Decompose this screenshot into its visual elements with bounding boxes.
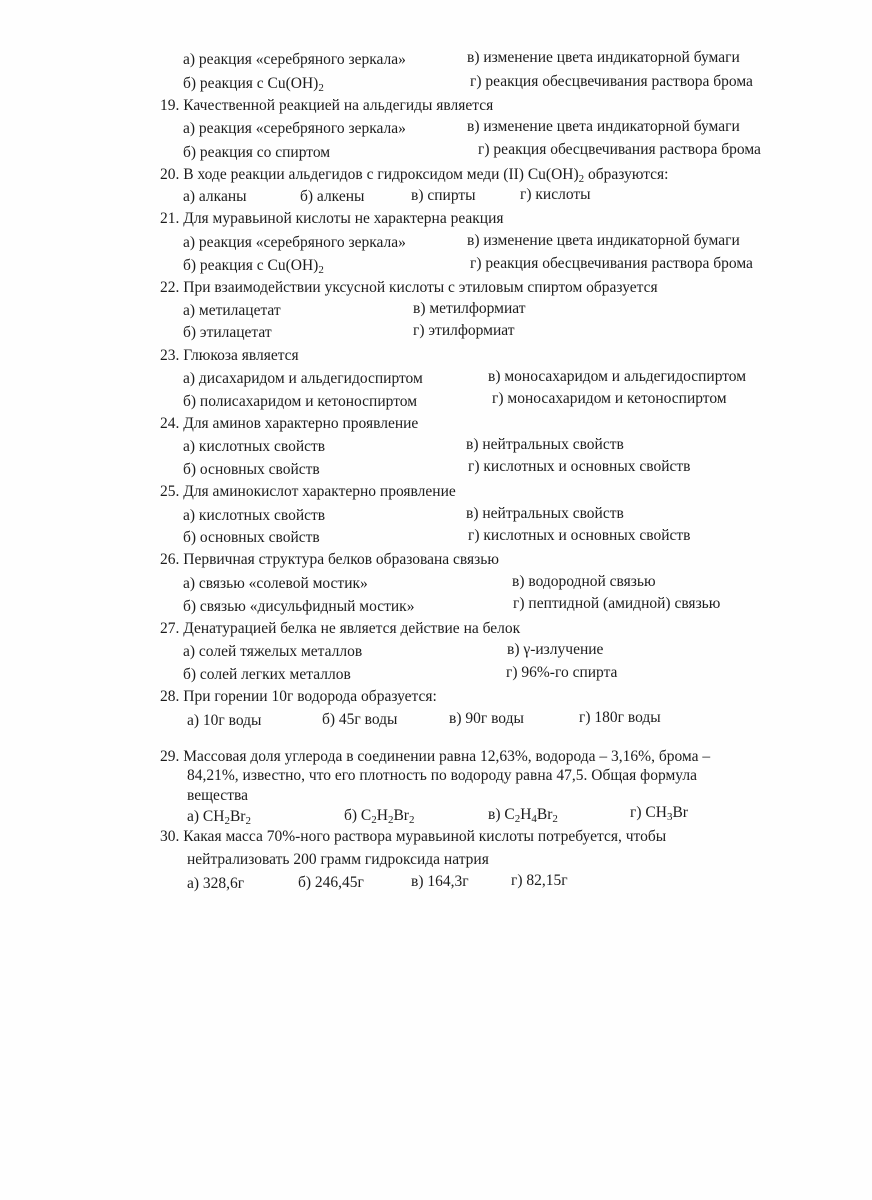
q27-option-g: г) 96%-го спирта <box>506 664 618 681</box>
question-29-line-3: вещества <box>187 787 248 804</box>
question-26: 26. Первичная структура белков образована связью <box>160 551 499 568</box>
prev-option-g: г) реакция обесцвечивания раствора брома <box>470 73 753 90</box>
q24-option-a: а) кислотных свойств <box>183 438 326 455</box>
q19-option-b: б) реакция со спиртом <box>183 144 331 161</box>
q28-option-b: б) 45г воды <box>322 711 398 728</box>
question-23: 23. Глюкоза является <box>160 347 299 364</box>
question-22: 22. При взаимодействии уксусной кислоты с этиловым спиртом образуется <box>160 279 658 296</box>
q22-option-v: в) метилформиат <box>413 300 526 317</box>
q25-option-b: б) основных свойств <box>183 529 320 546</box>
q24-option-b: б) основных свойств <box>183 461 320 478</box>
prev-option-a: а) реакция «серебряного зеркала» <box>183 51 406 68</box>
q20-option-a: а) алканы <box>183 188 247 205</box>
q28-option-v: в) 90г воды <box>449 710 524 727</box>
question-19: 19. Качественной реакцией на альдегиды является <box>160 97 494 114</box>
q28-option-a: а) 10г воды <box>187 712 262 729</box>
q30-option-a: а) 328,6г <box>187 875 245 892</box>
q26-option-g: г) пептидной (амидной) связью <box>513 595 721 612</box>
q19-option-a: а) реакция «серебряного зеркала» <box>183 120 406 137</box>
q22-option-b: б) этилацетат <box>183 324 272 341</box>
q25-option-g: г) кислотных и основных свойств <box>468 527 691 544</box>
q25-option-a: а) кислотных свойств <box>183 507 326 524</box>
q26-option-v: в) водородной связью <box>512 573 656 590</box>
q21-option-a: а) реакция «серебряного зеркала» <box>183 234 406 251</box>
prev-option-b: б) реакция с $Cu(OH)_2$ <box>183 75 324 94</box>
q22-option-a: а) метилацетат <box>183 302 281 319</box>
q27-option-b: б) солей легких металлов <box>183 666 351 683</box>
prev-option-v: в) изменение цвета индикаторной бумаги <box>467 49 740 66</box>
q24-option-v: в) нейтральных свойств <box>466 436 624 453</box>
question-30-line-2: нейтрализовать 200 грамм гидроксида натрия <box>187 851 489 868</box>
q21-option-g: г) реакция обесцвечивания раствора брома <box>470 255 753 272</box>
q20-option-g: г) кислоты <box>520 186 591 203</box>
q29-option-b: б) $C_2H_2Br_2$ <box>344 807 415 826</box>
q26-option-b: б) связью «дисульфидный мостик» <box>183 598 415 615</box>
q23-option-g: г) моносахаридом и кетоноспиртом <box>492 390 727 407</box>
q20-option-v: в) спирты <box>411 187 476 204</box>
q24-option-g: г) кислотных и основных свойств <box>468 458 691 475</box>
q19-option-v: в) изменение цвета индикаторной бумаги <box>467 118 740 135</box>
q25-option-v: в) нейтральных свойств <box>466 505 624 522</box>
question-29-line-2: 84,21%, известно, что его плотность по водороду равна 47,5. Общая формула <box>187 767 697 784</box>
q27-option-a: а) солей тяжелых металлов <box>183 643 363 660</box>
question-25: 25. Для аминокислот характерно проявление <box>160 483 456 500</box>
q29-option-v: в) $C_2H_4Br_2$ <box>488 806 558 825</box>
q21-option-b: б) реакция с $Cu(OH)_2$ <box>183 257 324 276</box>
q23-option-a: а) дисахаридом и альдегидоспиртом <box>183 370 423 387</box>
q21-option-v: в) изменение цвета индикаторной бумаги <box>467 232 740 249</box>
question-30-line-1: 30. Какая масса 70%-ного раствора муравьиной кислоты потребуется, чтобы <box>160 828 667 845</box>
q23-option-v: в) моносахаридом и альдегидоспиртом <box>488 368 747 385</box>
question-21: 21. Для муравьиной кислоты не характерна реакция <box>160 210 504 227</box>
q30-option-v: в) 164,3г <box>411 873 469 890</box>
question-29-line-1: 29. Массовая доля углерода в соединении равна 12,63%, водорода – 3,16%, брома – <box>160 748 711 765</box>
q23-option-b: б) полисахаридом и кетоноспиртом <box>183 393 418 410</box>
q20-option-b: б) алкены <box>300 188 365 205</box>
q26-option-a: а) связью «солевой мостик» <box>183 575 368 592</box>
q30-option-b: б) 246,45г <box>298 874 364 891</box>
q22-option-g: г) этилформиат <box>413 322 515 339</box>
q28-option-g: г) 180г воды <box>579 709 661 726</box>
q29-option-a: а) $CH_2Br_2$ <box>187 808 251 827</box>
q19-option-g: г) реакция обесцвечивания раствора брома <box>478 141 761 158</box>
question-24: 24. Для аминов характерно проявление <box>160 415 419 432</box>
q30-option-g: г) 82,15г <box>511 872 568 889</box>
question-27: 27. Денатурацией белка не является действие на белок <box>160 620 521 637</box>
q27-option-v: в) γ-излучение <box>507 641 604 658</box>
q29-option-g: г) $CH_3Br$ <box>630 804 688 823</box>
question-20: 20. В ходе реакции альдегидов с гидроксидом меди (II) $Cu(OH)_2$ образуются: <box>160 166 669 185</box>
question-28: 28. При горении 10г водорода образуется: <box>160 688 437 705</box>
